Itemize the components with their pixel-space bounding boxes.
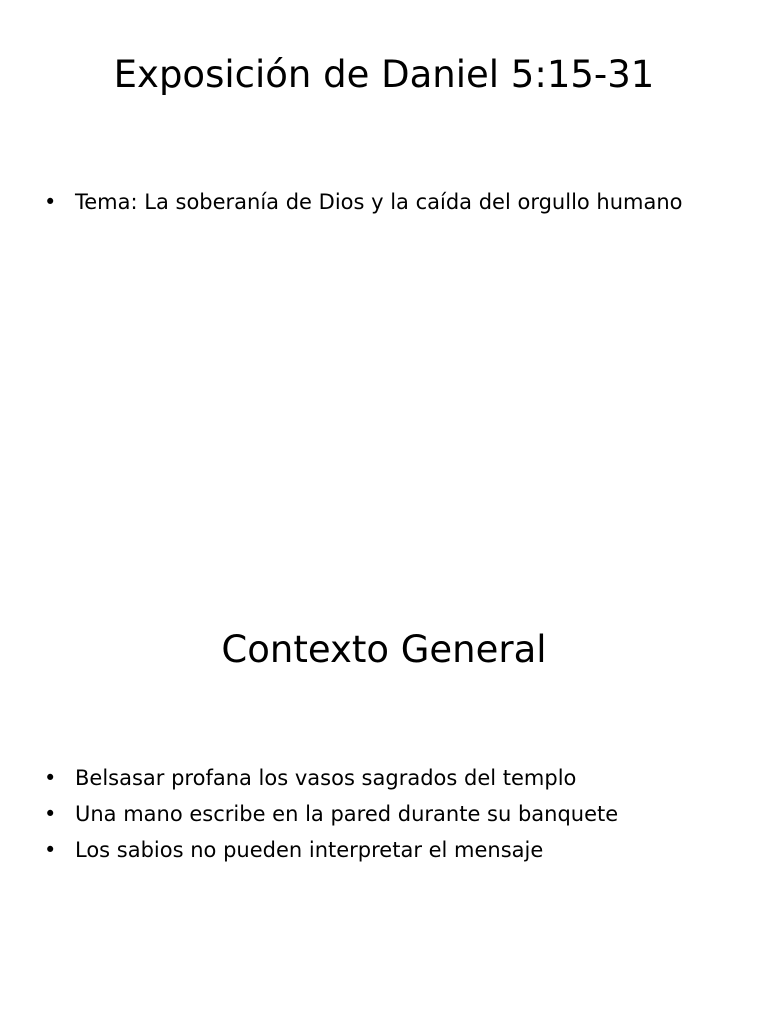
- bullet-icon: •: [44, 190, 57, 214]
- bullet-text: Belsasar profana los vasos sagrados del templo: [75, 766, 577, 790]
- slide-2-bullet-list: [44, 760, 618, 868]
- slide-2: [0, 512, 768, 1024]
- bullet-item: [44, 760, 618, 796]
- bullet-item: [44, 832, 618, 868]
- bullet-text: Tema: La soberanía de Dios y la caída del orgullo humano: [75, 190, 683, 214]
- bullet-icon: •: [44, 766, 57, 790]
- bullet-item: [44, 184, 683, 220]
- bullet-text: Una mano escribe en la pared durante su banquete: [75, 802, 619, 826]
- slide-1-bullet-list: [44, 184, 683, 220]
- slide-1-title: Exposición de Daniel 5:15-31: [113, 53, 655, 96]
- bullet-text: Los sabios no pueden interpretar el mensaje: [75, 838, 544, 862]
- slide-2-title: Contexto General: [221, 628, 547, 671]
- bullet-icon: •: [44, 838, 57, 862]
- bullet-icon: •: [44, 802, 57, 826]
- bullet-item: [44, 796, 618, 832]
